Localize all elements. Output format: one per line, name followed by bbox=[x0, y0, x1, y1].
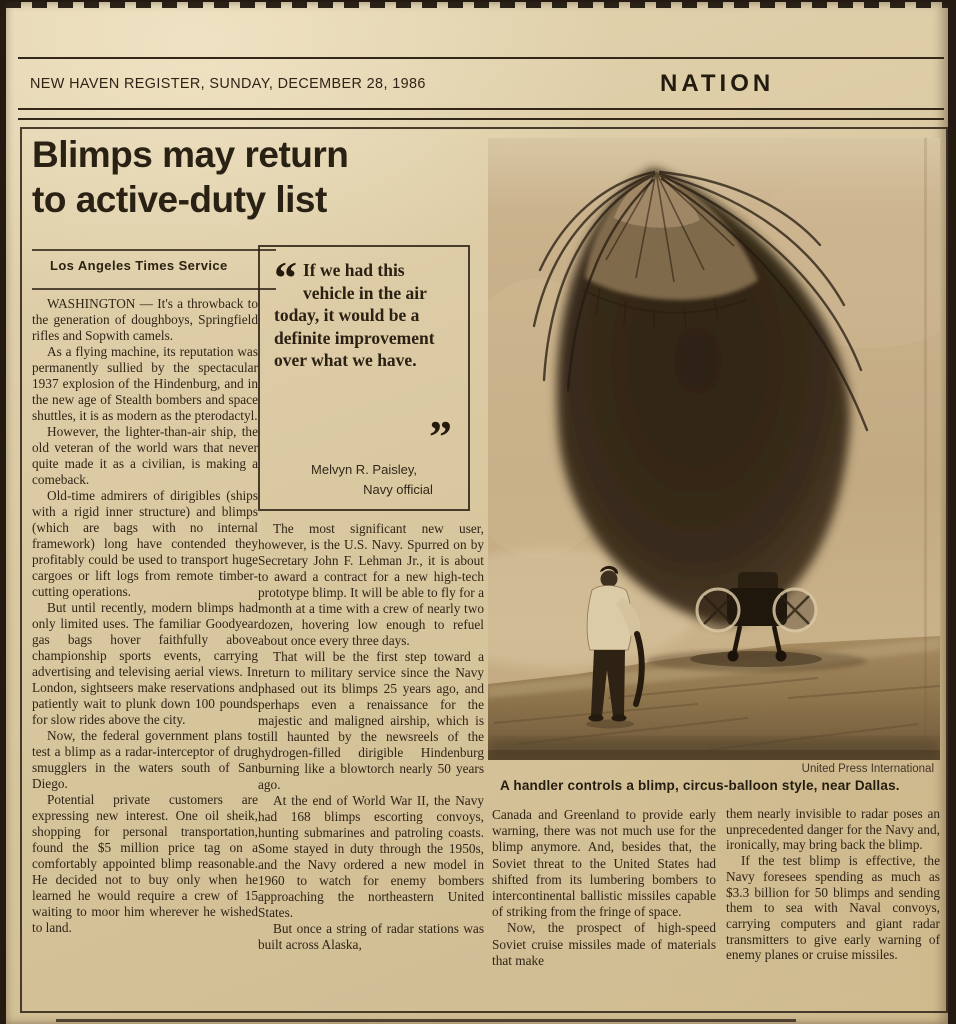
text-column-3 bbox=[492, 807, 716, 1009]
torn-edge bbox=[6, 2, 948, 8]
paragraph: At the end of World War II, the Navy had 168 blimps escorting convoys, hunting submarines and patroling coasts. Some stayed in duty through the 1950s, and the Navy ordered a new model in 1960 to watch for enemy bombers approaching the northeastern United States. bbox=[258, 793, 484, 920]
blimp-photo-illustration bbox=[488, 138, 940, 760]
handler-shoe bbox=[589, 715, 604, 722]
photo-crease bbox=[924, 138, 927, 760]
byline bbox=[32, 249, 276, 290]
pull-quote bbox=[258, 245, 470, 511]
wheel bbox=[728, 651, 739, 662]
headline-line1: Blimps may return bbox=[32, 134, 349, 175]
paragraph: As a flying machine, its reputation was permanently sullied by the spectacular 1937 explosion of the Hindenburg, and in the new age of Stealth bombers and space shuttles, it is as modern as the pterodactyl. bbox=[32, 344, 258, 423]
newspaper-page bbox=[6, 2, 948, 1024]
photo-credit: United Press International bbox=[801, 763, 934, 775]
section-label: NATION bbox=[660, 70, 775, 97]
text-column-1 bbox=[32, 296, 258, 1010]
text-column-4 bbox=[726, 806, 940, 1010]
paragraph: The most significant new user, however, is the U.S. Navy. Spurred on by Secretary John F. Lehman Jr., it is about to award a contract for a new high-tech prototype blimp. It will be able to fly for a month at a time with a crew of nearly two dozen, hovering low enough to refuel about once every three days. bbox=[258, 521, 484, 648]
masthead-rule-bottom-2 bbox=[18, 118, 944, 120]
text-column-2 bbox=[258, 521, 484, 1013]
wheel bbox=[776, 651, 787, 662]
car-shadow bbox=[690, 651, 822, 667]
paragraph: That will be the first step toward a return to military service since the Navy phased out its blimps 25 years ago, and perhaps even a renaissance for the majestic and maligned airship, which is still haunted by the newsreels of the hydrogen-filled dirigible Hindenburg burning like a blowtorch nearly 50 years ago. bbox=[258, 649, 484, 792]
paragraph: them nearly invisible to radar poses an unprecedented danger for the Navy and, ironically, may bring back the blimp. bbox=[726, 806, 940, 853]
paragraph: If the test blimp is effective, the Navy foresees spending as much as $3.3 billion for 50 blimps and sending them to sea with Naval convoys, carrying computers and giant radar transmitters to give early warning of enemy planes or cruise missiles. bbox=[726, 853, 940, 963]
masthead-rule-top bbox=[18, 57, 944, 59]
paragraph: However, the lighter-than-air ship, the old veteran of the world wars that never quite made it as a civilian, is making a comeback. bbox=[32, 424, 258, 487]
pull-quote-text-block bbox=[274, 252, 456, 372]
headline bbox=[32, 132, 492, 222]
paragraph: WASHINGTON — It's a throwback to the generation of doughboys, Springfield rifles and Sopwith camels. bbox=[32, 296, 258, 343]
quote-attribution-name: Melvyn R. Paisley, bbox=[311, 462, 417, 477]
pull-quote-text: If we had this vehicle in the air today, it would be a definite improvement over what we have. bbox=[274, 260, 435, 370]
paragraph: Canada and Greenland to provide early warning, there was not much use for the blimp anymore. And, besides that, the Soviet threat to the United States had shifted from its lumbering bombers to intercontinental ballistic missiles capable of striking from the fringe of space. bbox=[492, 807, 716, 920]
open-quote-icon: “ bbox=[274, 252, 297, 303]
paragraph: Old-time admirers of dirigibles (ships with a rigid inner structure) and blimps (which are bags with no internal framework) long have contended they profitably could be used to transport huge cargoes or lift logs from remote timber-cutting operations. bbox=[32, 488, 258, 599]
paragraph: But until recently, modern blimps had only limited uses. The familiar Goodyear gas bags hover faithfully above championship sports events, carrying advertising and televising aerial views. In London, sightseers make reservations and patiently wait to plunk down 100 pounds for slow rides above the city. bbox=[32, 600, 258, 727]
blimp-photo bbox=[488, 138, 940, 760]
handler-head bbox=[601, 571, 618, 588]
masthead-rule-bottom-1 bbox=[18, 108, 944, 110]
next-article-rule bbox=[56, 1019, 796, 1022]
paragraph: Now, the federal government plans to test a blimp as a radar-interceptor of drug smugglers in the waters south of San Diego. bbox=[32, 728, 258, 791]
headline-line2: to active-duty list bbox=[32, 179, 327, 220]
paragraph: Potential private customers are expressing new interest. One oil sheik, shopping for personal transportation, found the $5 million price tag on a comfortably appointed blimp reasonable. He decided not to buy only when he learned he would require a crew of 15 waiting to moor him wherever he wished to land. bbox=[32, 792, 258, 935]
masthead-date: NEW HAVEN REGISTER, SUNDAY, DECEMBER 28, 1986 bbox=[30, 75, 426, 92]
photo-caption: A handler controls a blimp, circus-balloon style, near Dallas. bbox=[500, 778, 900, 793]
byline-text: Los Angeles Times Service bbox=[50, 258, 228, 273]
handler-shoe bbox=[612, 715, 627, 722]
close-quote-icon: ” bbox=[429, 411, 452, 462]
paragraph: But once a string of radar stations was built across Alaska, bbox=[258, 921, 484, 952]
photo-bottom-edge bbox=[488, 750, 940, 760]
paragraph: Now, the prospect of high-speed Soviet cruise missiles made of materials that make bbox=[492, 920, 716, 968]
quote-attribution-title: Navy official bbox=[363, 482, 433, 497]
